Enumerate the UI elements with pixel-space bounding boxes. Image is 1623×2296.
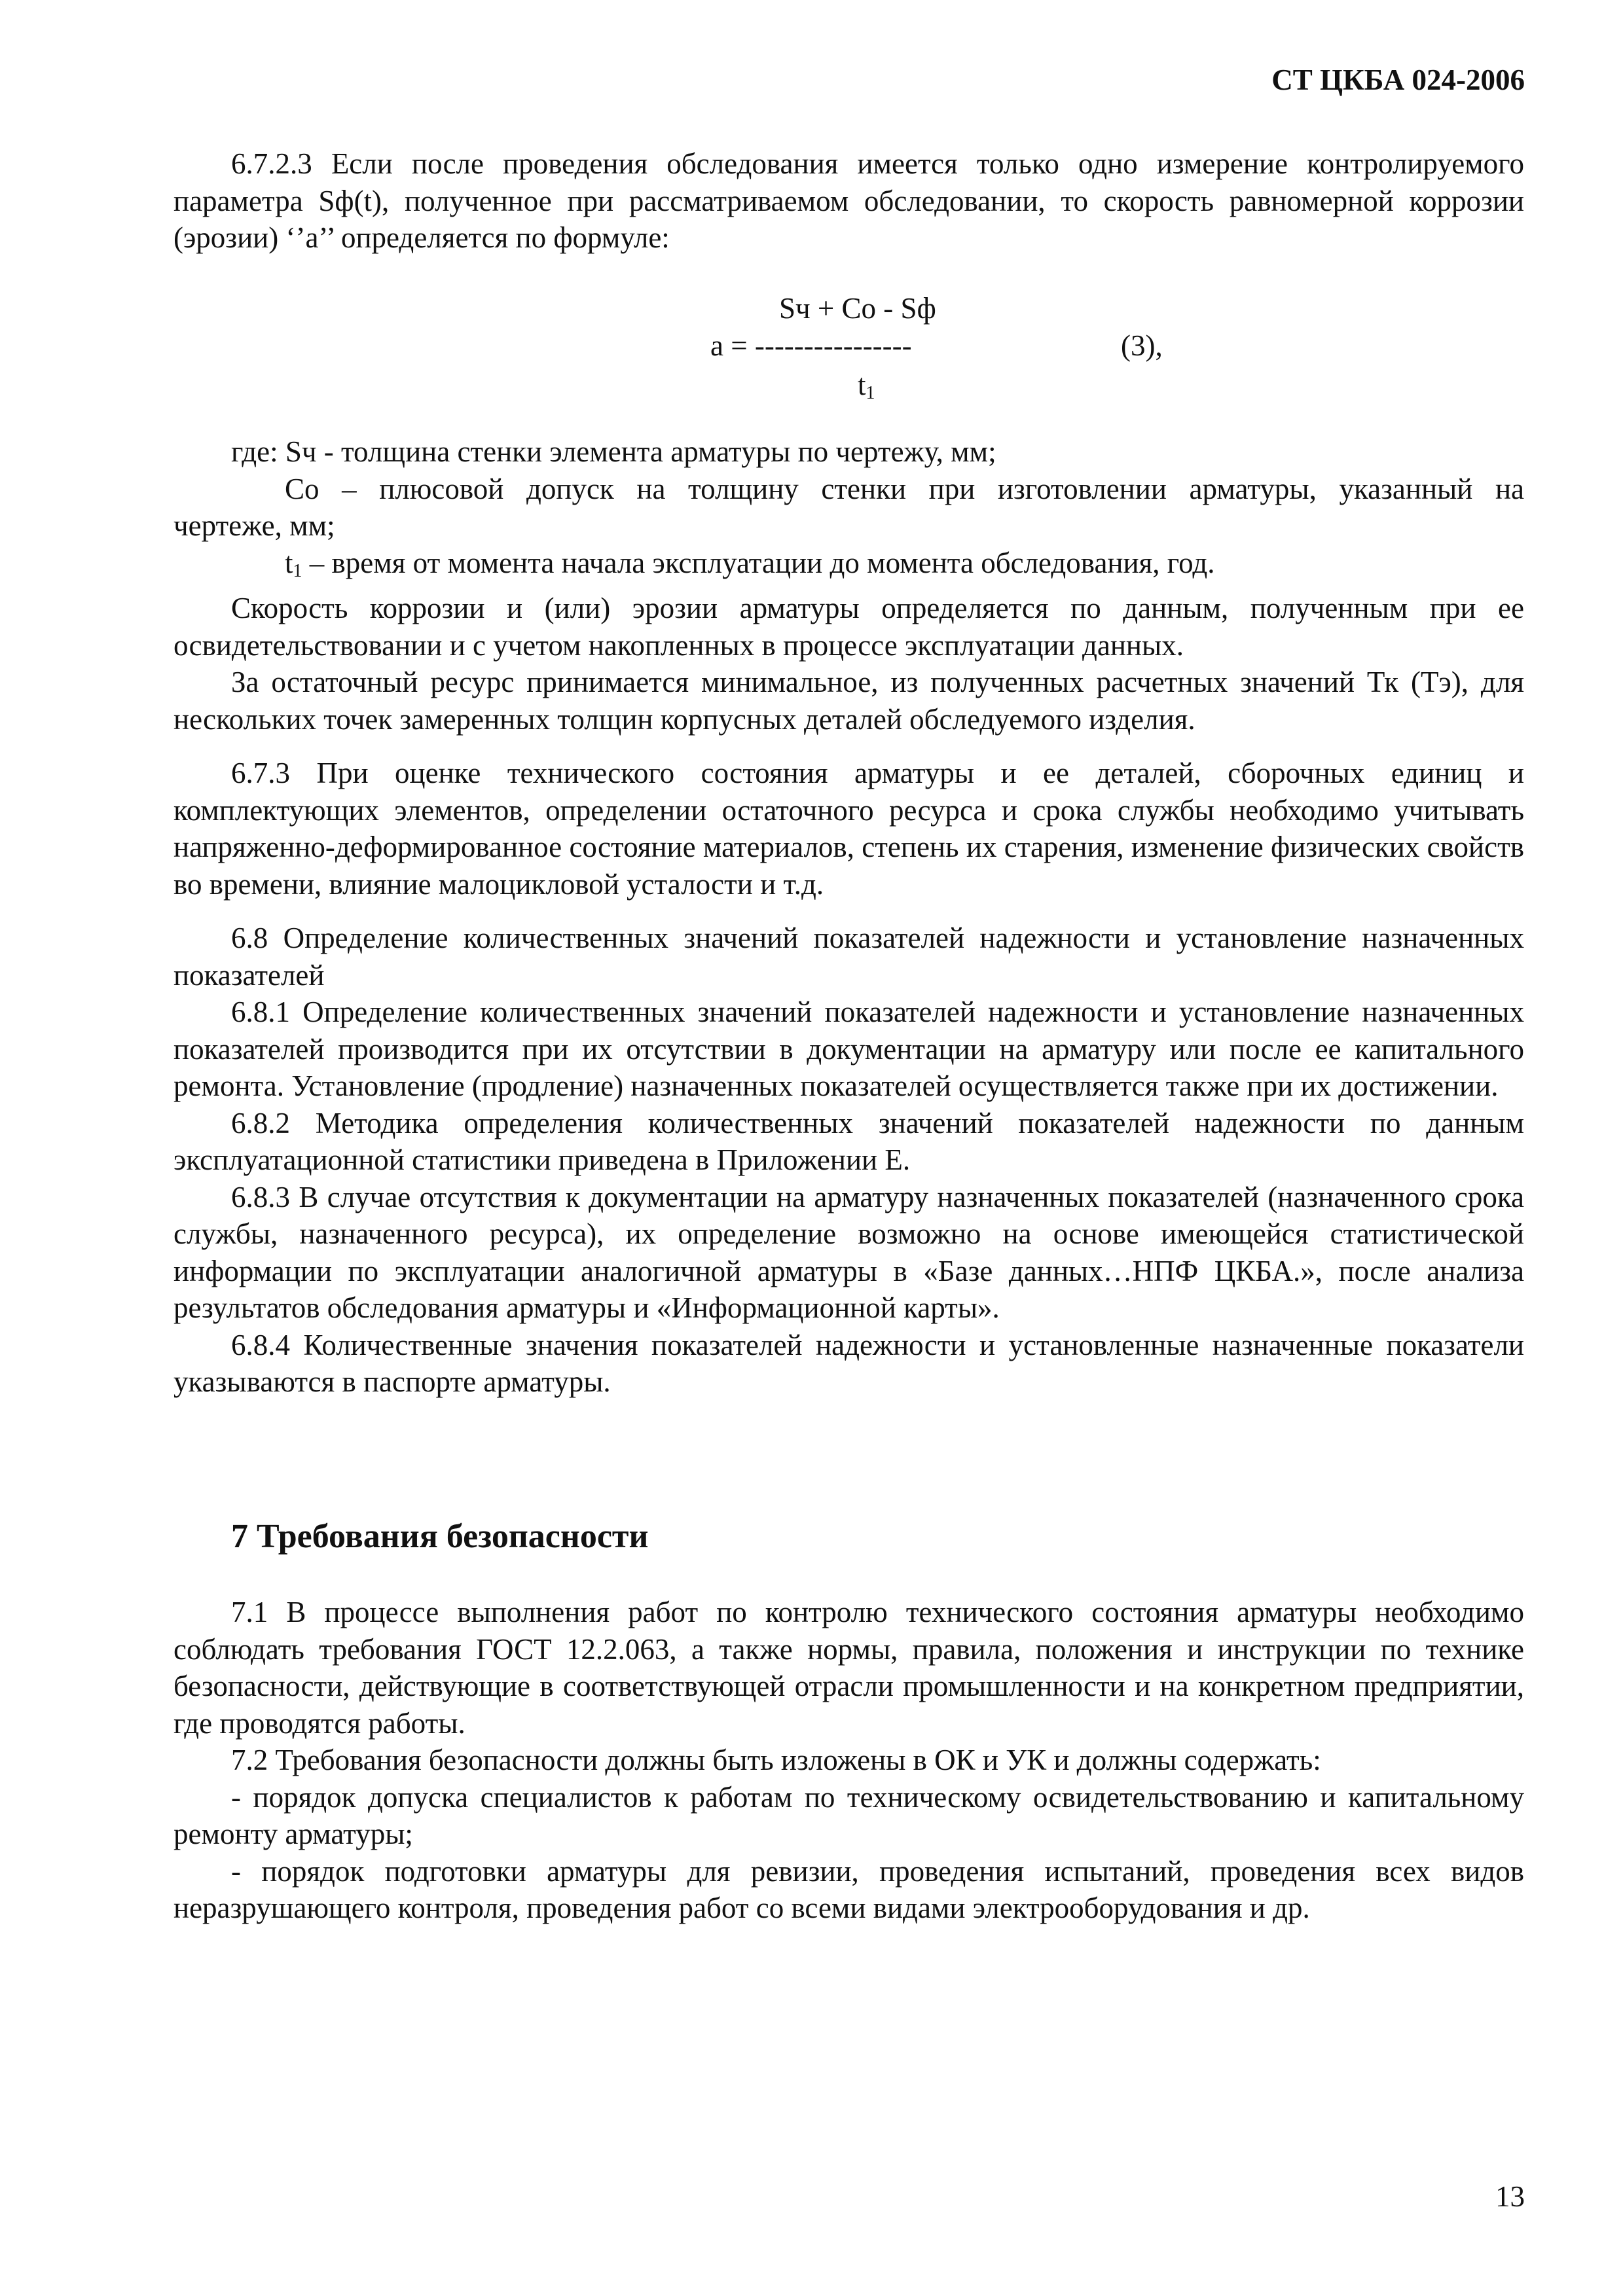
paragraph-7-2: 7.2 Требования безопасности должны быть изложены в ОК и УК и должны содержать: (231, 1744, 1321, 1776)
definitions-block (173, 433, 1524, 1401)
formula-number: (3), (1121, 329, 1163, 362)
paragraph-6-8: 6.8 Определение количественных значений показателей надежности и установление назначенных показателей (173, 922, 1524, 992)
document-code-header: СТ ЦКБА 024-2006 (1271, 63, 1525, 96)
paragraph-6-8-1: 6.8.1 Определение количественных значений показателей надежности и установление назначенных показателей производится при их отсутствии в документации на арматуру или после ее капитального ремонта. Установление (продление) назначенных показателей осуществляется также при их достижении. (173, 996, 1524, 1102)
paragraph-6-8-2: 6.8.2 Методика определения количественных значений показателей надежности по данным эксплуатационной статистики приведена в Приложении Е. (173, 1106, 1524, 1176)
list-item-preparation-order: - порядок подготовки арматуры для ревизии, проведения испытаний, проведения всех видов неразрушающего контроля, проведения работ со всеми видами электрооборудования и др. (173, 1854, 1524, 1924)
definition-t1-subscript: 1 (293, 560, 302, 581)
formula-numerator: Sч + Co - Sф (779, 292, 936, 325)
paragraph-6-8-4: 6.8.4 Количественные значения показателей надежности и установленные назначенные показатели указываются в паспорте арматуры. (173, 1328, 1524, 1398)
paragraph-6-8-3: 6.8.3 В случае отсутствия к документации на арматуру назначенных показателей (назначенного срока службы, назначенного ресурса), их определение возможно на основе имеющейся статистической информации по эксплуатации аналогичной арматуры в «Базе данных…НПФ ЦКБА.», после анализа результатов обследования арматуры и «Информационной карты». (173, 1180, 1524, 1324)
paragraph-6-7-3: 6.7.3 При оценке технического состояния арматуры и ее деталей, сборочных единиц и комплектующих элементов, определении остаточного ресурса и срока службы необходимо учитывать напряженно-деформированное состояние материалов, степень их старения, изменение физических свойств во времени, влияние малоцикловой усталости и т.д. (173, 757, 1524, 901)
formula-denominator-base: t (858, 368, 866, 401)
formula-denominator-subscript: 1 (866, 383, 875, 403)
formula-lhs: a = ---------------- (710, 329, 912, 362)
paragraph-residual-resource: За остаточный ресурс принимается минимальное, из полученных расчетных значений Тк (Тэ), для нескольких точек замеренных толщин корпусных деталей обследуемого изделия. (173, 666, 1524, 736)
list-item-admission-order: - порядок допуска специалистов к работам по техническому освидетельствованию и капитальному ремонту арматуры; (173, 1780, 1524, 1850)
definition-t1 (173, 545, 1524, 590)
definition-sch: где: Sч - толщина стенки элемента арматуры по чертежу, мм; (231, 435, 996, 468)
section-7-block (173, 1594, 1524, 1927)
section-7-heading: 7 Требования безопасности (231, 1518, 649, 1555)
definition-co-continued: чертеже, мм; (173, 509, 335, 542)
paragraph-6-7-2-3: 6.7.2.3 Если после проведения обследования имеется только одно измерение контролируемого параметра Sф(t), полученное при рассматриваемом обследовании, то скорость равномерной коррозии (эрозии) ‘’a’’ определяется по формуле: (173, 147, 1524, 254)
definition-co: Co – плюсовой допуск на толщину стенки при изготовлении арматуры, указанный на (285, 472, 1524, 505)
paragraph-corrosion-rate: Скорость коррозии и (или) эрозии арматуры определяется по данным, полученным при ее освидетельствовании и с учетом накопленных в процессе эксплуатации данных. (173, 592, 1524, 662)
definition-t1-base: t (285, 546, 293, 579)
paragraph-7-1: 7.1 В процессе выполнения работ по контролю технического состояния арматуры необходимо соблюдать требования ГОСТ 12.2.063, а также нормы, правила, положения и инструкции по технике безопасности, действующие в соответствующей отрасли промышленности и на конкретном предприятии, где проводятся работы. (173, 1596, 1524, 1740)
definition-t1-text: – время от момента начала эксплуатации до момента обследования, год. (302, 546, 1215, 579)
formula-denominator (858, 368, 875, 404)
page-number: 13 (1495, 2180, 1525, 2213)
